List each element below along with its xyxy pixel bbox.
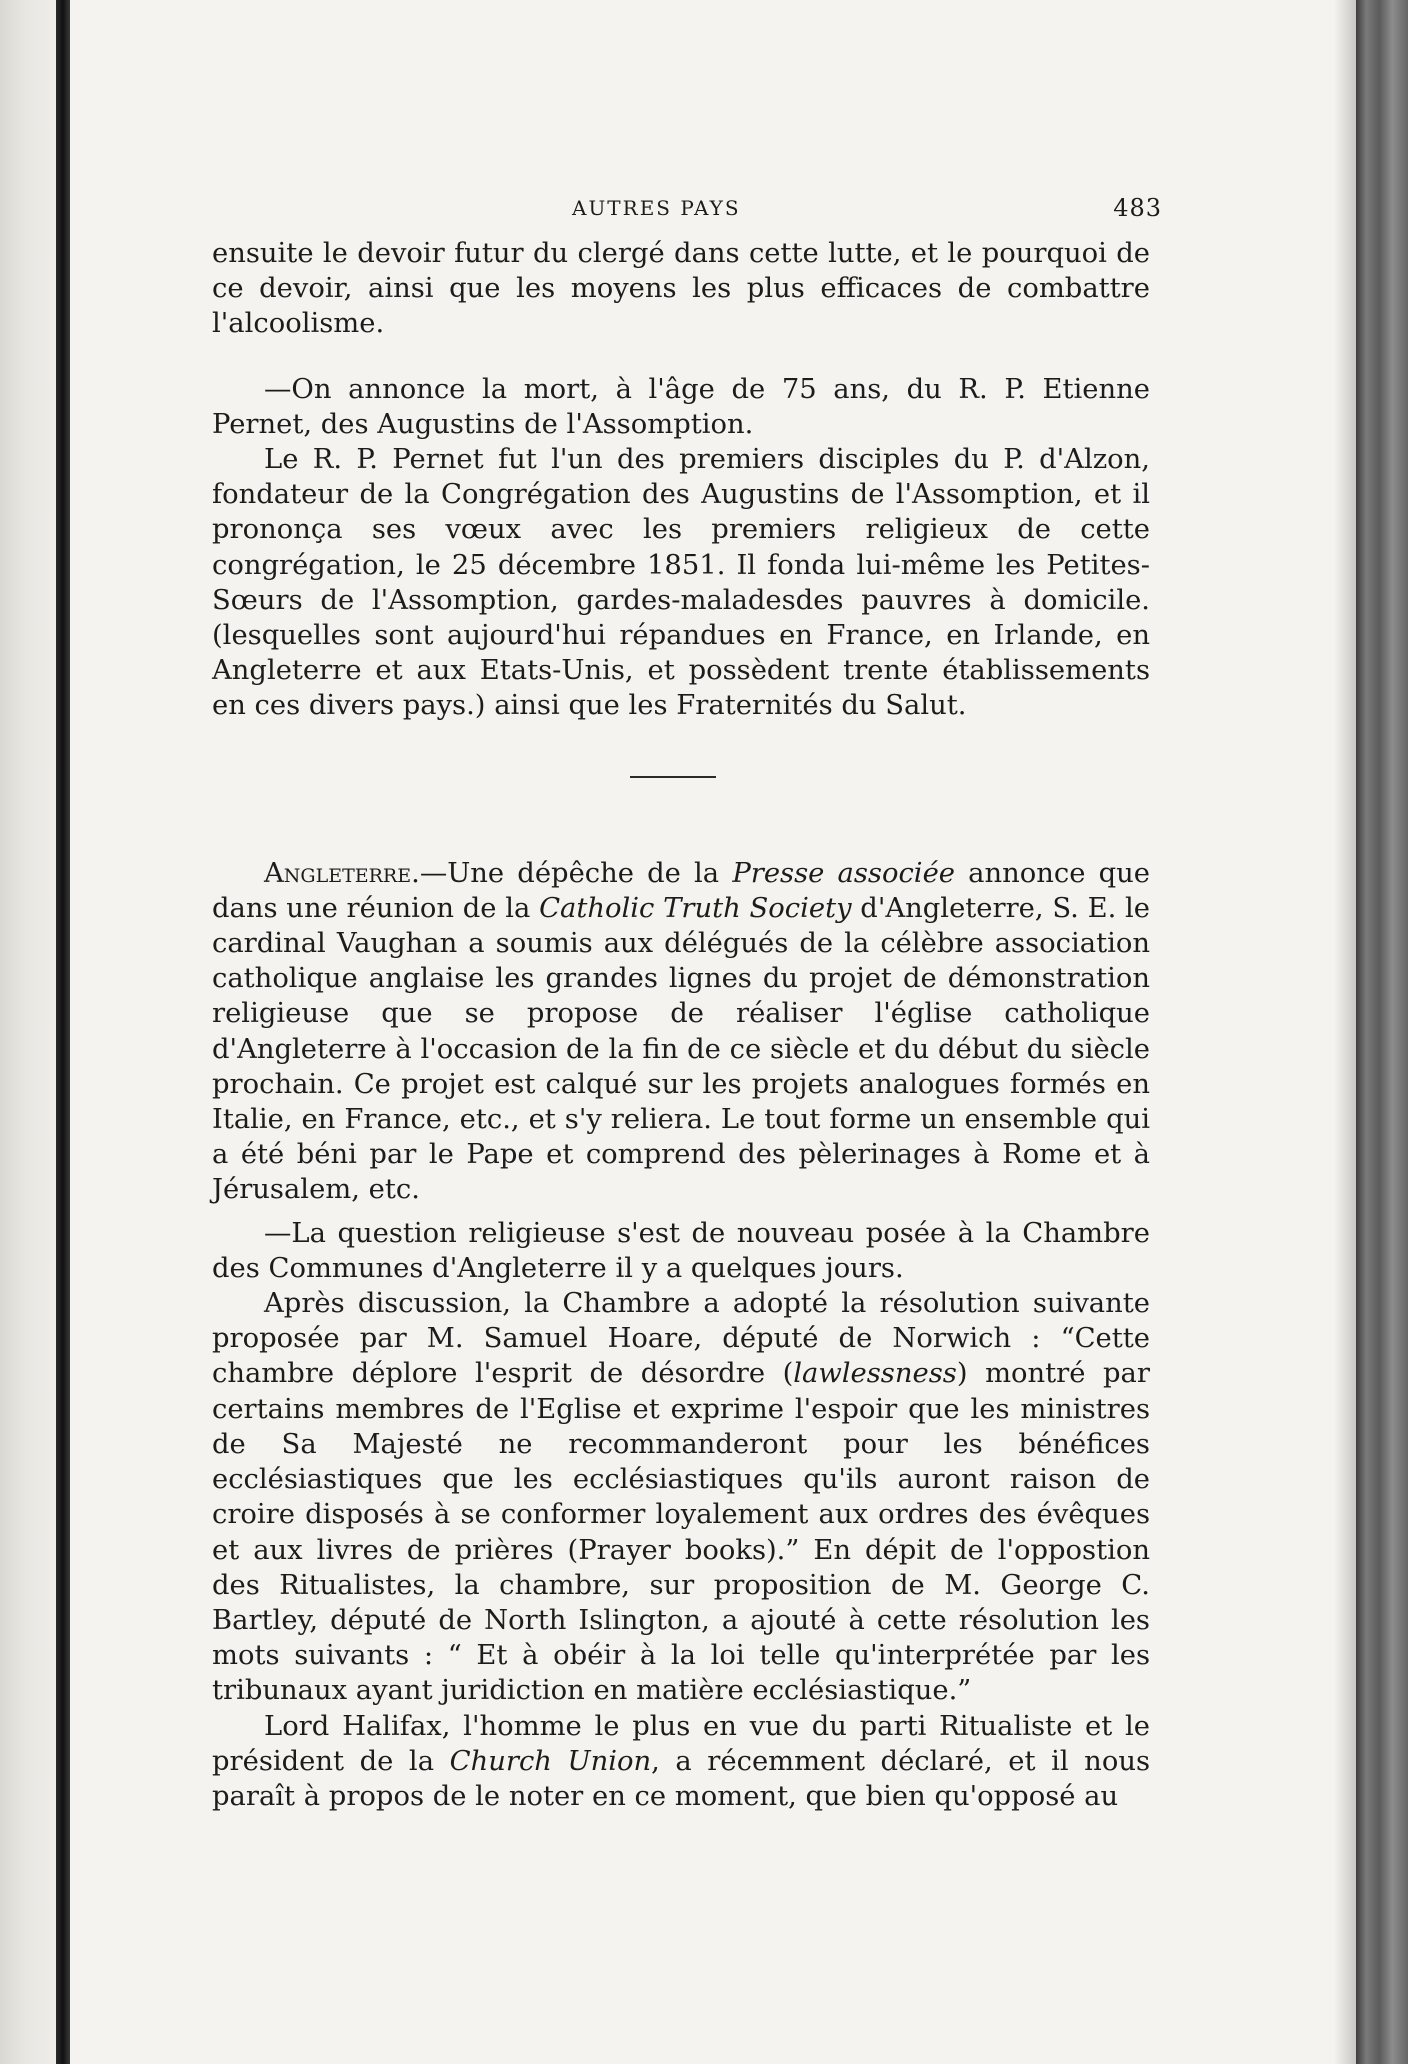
- text-run: ) montré par certains membres de l'Eglise et exprime l'espoir que les ministres de Sa Majesté ne recommanderont pour les bénéfices ecclésiastiques que les ecclésiastiques qu'ils auront raison de croire disposés à se conformer loyalement aux ordres des évêques et aux livres de prières (Prayer books).” En dépit de l'oppostion des Ritualistes, la chambre, sur proposition de M. George C. Bartley, député de North Islington, a ajouté à cette résolution les mots suivants : “ Et à obéir à la loi telle qu'interprétée par les tribunaux ayant juridiction en matière ecclésiastique.”: [212, 1358, 1150, 1707]
- paragraph-halifax: [212, 1709, 1150, 1815]
- paragraph-alcoolisme: ensuite le devoir futur du clergé dans cette lutte, et le pourquoi de ce devoir, ainsi que les moyens les plus efficaces de combattre l'alcoolisme.: [212, 238, 1150, 340]
- book-page-stack-edge: [1356, 0, 1408, 2064]
- running-head: [212, 194, 1162, 236]
- section-lead: Angleterre.: [264, 857, 420, 889]
- paragraph-angleterre: [212, 856, 1150, 1208]
- italic-run: Church Union: [449, 1745, 652, 1777]
- book-binding-edge: [56, 0, 70, 2064]
- running-title: AUTRES PAYS: [572, 196, 741, 220]
- text-run: —Une dépêche de la: [419, 857, 733, 889]
- text-run: annonce que dans une réunion de la: [212, 857, 1151, 924]
- text-run: Après discussion, la Chambre a adopté la résolution suivante proposée par M. Samuel Hoare, député de Norwich : “Cette chambre déplore l'esprit de désordre (: [212, 1288, 1150, 1390]
- paragraph-chambre: —La question religieuse s'est de nouveau posée à la Chambre des Communes d'Angleterre il y a quelques jours.: [212, 1217, 1150, 1284]
- text-run: , a récemment déclaré, et il nous paraît à propos de le noter en ce moment, que bien qu'opposé au: [212, 1745, 1151, 1812]
- book-page: [212, 194, 1162, 1814]
- italic-run: Catholic Truth Society: [539, 892, 852, 924]
- text-run: Lord Halifax, l'homme le plus en vue du parti Ritualiste et le président de la: [212, 1710, 1150, 1777]
- section-divider: [630, 776, 716, 778]
- page-gutter-shadow: [1334, 0, 1356, 2064]
- text-run: d'Angleterre, S. E. le cardinal Vaughan a soumis aux délégués de la célèbre association catholique anglaise les grandes lignes du projet de démonstration religieuse que se propose de réaliser l'église catholique d'Angleterre à l'occasion de la fin de ce siècle et du début du siècle prochain. Ce projet est calqué sur les projets analogues formés en Italie, en France, etc., et s'y reliera. Le tout forme un ensemble qui a été béni par le Pape et comprend des pèlerinages à Rome et à Jérusalem, etc.: [212, 892, 1150, 1206]
- paragraph-resolution: [212, 1286, 1150, 1708]
- page-number: 483: [1113, 194, 1162, 222]
- italic-run: lawlessness: [793, 1358, 957, 1390]
- paragraph-pernet: Le R. P. Pernet fut l'un des premiers disciples du P. d'Alzon, fondateur de la Congrégation des Augustins de l'Assomption, et il prononça ses vœux avec les premiers religieux de cette congrégation, le 25 décembre 1851. Il fonda lui-même les Petites-Sœurs de l'Assomption, gardes-maladesdes pauvres à domicile.(lesquelles sont aujourd'hui répandues en France, en Irlande, en Angleterre et aux Etats-Unis, et possèdent trente établissements en ces divers pays.) ainsi que les Fraternités du Salut.: [212, 444, 1150, 722]
- italic-run: Presse associée: [732, 857, 955, 889]
- paragraph-death-notice: —On annonce la mort, à l'âge de 75 ans, du R. P. Etienne Pernet, des Augustins de l'Assomption.: [212, 373, 1150, 440]
